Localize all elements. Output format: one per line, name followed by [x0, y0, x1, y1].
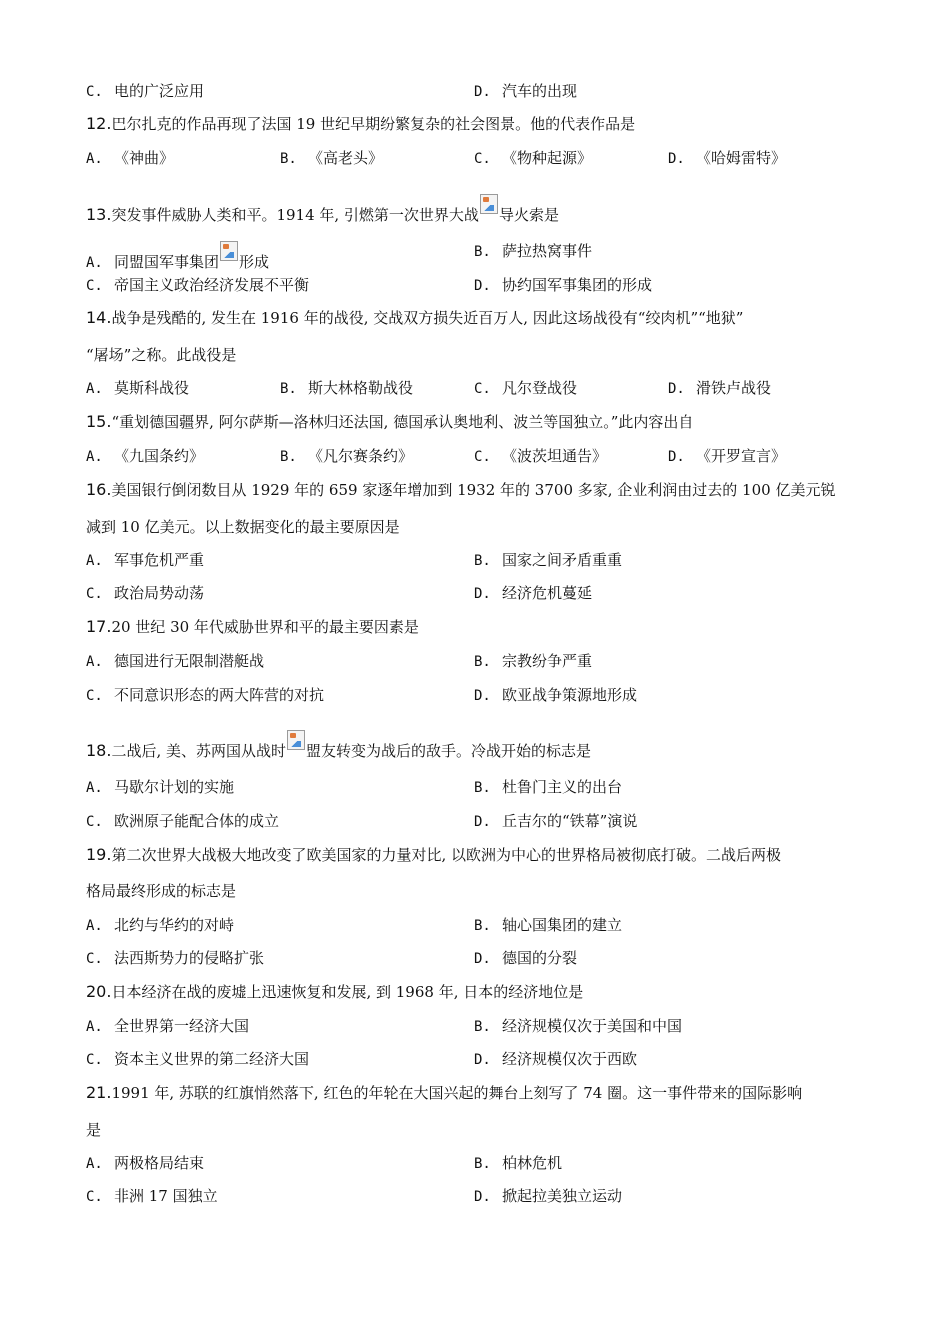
option-text: 萨拉热窝事件 — [502, 242, 593, 260]
q20-option-c[interactable] — [86, 1049, 309, 1070]
q16-option-d[interactable] — [474, 583, 592, 604]
question-17 — [86, 617, 419, 637]
q21-option-c[interactable] — [86, 1186, 218, 1207]
option-prev-d — [474, 81, 577, 102]
option-letter: B. — [474, 654, 491, 670]
q18-option-d[interactable] — [474, 811, 637, 832]
option-letter: A. — [86, 1156, 103, 1172]
option-text: 《哈姆雷特》 — [696, 149, 787, 167]
question-text: 20 世纪 30 年代威胁世界和平的最主要因素是 — [111, 618, 419, 636]
q21-option-b[interactable] — [474, 1153, 562, 1174]
question-19 — [86, 845, 781, 865]
question-text: 美国银行倒闭数目从 1929 年的 659 家逐年增加到 1932 年的 3700 多家, 企业利润由过去的 100 亿美元锐 — [111, 481, 836, 499]
q12-option-d[interactable] — [668, 148, 786, 169]
question-number: 13. — [86, 205, 112, 224]
option-text: 马歇尔计划的实施 — [114, 778, 235, 796]
option-letter: A. — [86, 151, 103, 167]
option-letter: C. — [474, 151, 491, 167]
q17-option-d[interactable] — [474, 685, 637, 706]
q12-option-a[interactable] — [86, 148, 174, 169]
option-letter: C. — [86, 84, 103, 100]
question-text: 战争是残酷的, 发生在 1916 年的战役, 交战双方损失近百万人, 因此这场战役有“绞肉机”“地狱” — [111, 309, 744, 327]
q14-option-a[interactable] — [86, 378, 189, 399]
question-text: 巴尔扎克的作品再现了法国 19 世纪早期纷繁复杂的社会图景。他的代表作品是 — [111, 115, 636, 133]
question-20 — [86, 982, 583, 1002]
q18-option-c[interactable] — [86, 811, 279, 832]
option-text: 掀起拉美独立运动 — [502, 1187, 623, 1205]
option-text: 形成 — [239, 253, 270, 271]
option-text: 丘吉尔的“铁幕”演说 — [502, 812, 638, 830]
option-letter: A. — [86, 780, 103, 796]
q12-option-c[interactable] — [474, 148, 592, 169]
option-text: 欧洲原子能配合体的成立 — [114, 812, 280, 830]
q20-option-b[interactable] — [474, 1016, 682, 1037]
option-letter: C. — [474, 449, 491, 465]
option-text: 经济规模仅次于美国和中国 — [502, 1017, 683, 1035]
question-21-cont — [86, 1120, 101, 1140]
question-12 — [86, 114, 635, 134]
option-letter: B. — [280, 381, 297, 397]
option-text: 德国进行无限制潜艇战 — [114, 652, 265, 670]
option-letter: D. — [474, 1189, 491, 1205]
broken-image-icon — [287, 730, 305, 750]
option-letter: C. — [86, 688, 103, 704]
option-letter: C. — [86, 1189, 103, 1205]
option-letter: D. — [474, 278, 491, 294]
q20-option-d[interactable] — [474, 1049, 637, 1070]
question-number: 19. — [86, 845, 112, 864]
question-16-cont — [86, 517, 400, 537]
question-text: 导火索是 — [498, 206, 559, 224]
q13-option-c[interactable] — [86, 275, 309, 296]
option-text: 不同意识形态的两大阵营的对抗 — [114, 686, 325, 704]
option-text: 协约国军事集团的形成 — [502, 276, 653, 294]
question-text: 1991 年, 苏联的红旗悄然落下, 红色的年轮在大国兴起的舞台上刻写了 74 圈。这一事件带来的国际影响 — [111, 1084, 803, 1102]
option-letter: D. — [474, 84, 491, 100]
option-text: 同盟国军事集团 — [114, 253, 220, 271]
option-text: 国家之间矛盾重重 — [502, 551, 623, 569]
q20-option-a[interactable] — [86, 1016, 249, 1037]
option-text: 杜鲁门主义的出台 — [502, 778, 623, 796]
option-text: 凡尔登战役 — [502, 379, 578, 397]
option-letter: A. — [86, 918, 103, 934]
q16-option-a[interactable] — [86, 550, 204, 571]
option-text: 轴心国集团的建立 — [502, 916, 623, 934]
option-text: 德国的分裂 — [502, 949, 578, 967]
q14-option-b[interactable] — [280, 378, 413, 399]
q17-option-c[interactable] — [86, 685, 324, 706]
q19-option-a[interactable] — [86, 915, 234, 936]
q18-option-b[interactable] — [474, 777, 622, 798]
option-text: 《波茨坦通告》 — [502, 447, 608, 465]
question-text: 二战后, 美、苏两国从战时 — [111, 742, 286, 760]
option-text: 欧亚战争策源地形成 — [502, 686, 638, 704]
question-13 — [86, 194, 559, 225]
option-letter: B. — [474, 780, 491, 796]
option-letter: C. — [86, 814, 103, 830]
question-14-cont — [86, 345, 236, 365]
option-text: 宗教纷争严重 — [502, 652, 593, 670]
option-text: 《凡尔赛条约》 — [308, 447, 414, 465]
option-letter: A. — [86, 255, 103, 271]
question-number: 20. — [86, 982, 112, 1001]
question-number: 12. — [86, 114, 112, 133]
q16-option-c[interactable] — [86, 583, 204, 604]
option-text: 经济危机蔓延 — [502, 584, 593, 602]
option-letter: B. — [280, 449, 297, 465]
option-letter: B. — [474, 244, 491, 260]
question-number: 14. — [86, 308, 112, 327]
option-letter: B. — [474, 1019, 491, 1035]
question-text: “屠场”之称。此战役是 — [86, 346, 237, 364]
question-19-cont — [86, 881, 236, 901]
q21-option-d[interactable] — [474, 1186, 622, 1207]
broken-image-icon — [220, 241, 238, 261]
question-text: 盟友转变为战后的敌手。冷战开始的标志是 — [306, 742, 592, 760]
question-text: 格局最终形成的标志是 — [86, 882, 237, 900]
option-letter: D. — [668, 381, 685, 397]
option-letter: A. — [86, 381, 103, 397]
option-letter: B. — [474, 553, 491, 569]
q13-option-b[interactable] — [474, 241, 592, 262]
option-letter: B. — [474, 918, 491, 934]
option-text: 《高老头》 — [308, 149, 384, 167]
option-text: 非洲 17 国独立 — [114, 1187, 218, 1205]
option-letter: A. — [86, 553, 103, 569]
option-letter: B. — [474, 1156, 491, 1172]
q12-option-b[interactable] — [280, 148, 383, 169]
question-text: 突发事件威胁人类和平。1914 年, 引燃第一次世界大战 — [111, 206, 479, 224]
question-16 — [86, 480, 835, 500]
option-text: 柏林危机 — [502, 1154, 563, 1172]
option-text: 法西斯势力的侵略扩张 — [114, 949, 265, 967]
question-15 — [86, 412, 693, 432]
option-text: 《开罗宣言》 — [696, 447, 787, 465]
q16-option-b[interactable] — [474, 550, 622, 571]
question-number: 16. — [86, 480, 112, 499]
option-text: 帝国主义政治经济发展不平衡 — [114, 276, 310, 294]
q19-option-b[interactable] — [474, 915, 622, 936]
q14-option-c[interactable] — [474, 378, 577, 399]
question-number: 15. — [86, 412, 112, 431]
option-text: 《九国条约》 — [114, 447, 205, 465]
option-letter: D. — [474, 951, 491, 967]
option-text: 两极格局结束 — [114, 1154, 205, 1172]
option-letter: C. — [86, 586, 103, 602]
option-text: 全世界第一经济大国 — [114, 1017, 250, 1035]
option-letter: C. — [86, 1052, 103, 1068]
q17-option-b[interactable] — [474, 651, 592, 672]
option-text: 斯大林格勒战役 — [308, 379, 414, 397]
question-14 — [86, 308, 743, 328]
question-number: 17. — [86, 617, 112, 636]
question-text: 第二次世界大战极大地改变了欧美国家的力量对比, 以欧洲为中心的世界格局被彻底打破。二战后两极 — [111, 846, 781, 864]
option-text: 北约与华约的对峙 — [114, 916, 235, 934]
question-text: “重划德国疆界, 阿尔萨斯—洛林归还法国, 德国承认奥地利、波兰等国独立。”此内容出自 — [111, 413, 694, 431]
q19-option-c[interactable] — [86, 948, 264, 969]
q17-option-a[interactable] — [86, 651, 264, 672]
option-text: 汽车的出现 — [502, 82, 578, 100]
q15-option-b[interactable] — [280, 446, 413, 467]
option-text: 军事危机严重 — [114, 551, 205, 569]
option-letter: C. — [86, 951, 103, 967]
option-letter: D. — [668, 151, 685, 167]
question-text: 是 — [86, 1121, 102, 1139]
option-letter: A. — [86, 654, 103, 670]
option-letter: A. — [86, 1019, 103, 1035]
option-letter: C. — [474, 381, 491, 397]
question-text: 减到 10 亿美元。以上数据变化的最主要原因是 — [86, 518, 400, 536]
q14-option-d[interactable] — [668, 378, 771, 399]
q21-option-a[interactable] — [86, 1153, 204, 1174]
option-text: 滑铁卢战役 — [696, 379, 772, 397]
q19-option-d[interactable] — [474, 948, 577, 969]
option-letter: C. — [86, 278, 103, 294]
option-text: 莫斯科战役 — [114, 379, 190, 397]
q15-option-d[interactable] — [668, 446, 786, 467]
q13-option-d[interactable] — [474, 275, 652, 296]
option-letter: D. — [474, 814, 491, 830]
q15-option-a[interactable] — [86, 446, 204, 467]
question-number: 18. — [86, 741, 112, 760]
option-text: 资本主义世界的第二经济大国 — [114, 1050, 310, 1068]
question-text: 日本经济在战的废墟上迅速恢复和发展, 到 1968 年, 日本的经济地位是 — [111, 983, 584, 1001]
option-text: 电的广泛应用 — [114, 82, 205, 100]
q13-option-a[interactable] — [86, 241, 269, 273]
broken-image-icon — [480, 194, 498, 214]
option-text: 政治局势动荡 — [114, 584, 205, 602]
option-text: 经济规模仅次于西欧 — [502, 1050, 638, 1068]
question-number: 21. — [86, 1083, 112, 1102]
option-letter: D. — [668, 449, 685, 465]
option-text: 《物种起源》 — [502, 149, 593, 167]
option-prev-c — [86, 81, 204, 102]
option-letter: A. — [86, 449, 103, 465]
question-18 — [86, 730, 591, 761]
q18-option-a[interactable] — [86, 777, 234, 798]
option-text: 《神曲》 — [114, 149, 175, 167]
q15-option-c[interactable] — [474, 446, 607, 467]
question-21 — [86, 1083, 802, 1103]
option-letter: D. — [474, 586, 491, 602]
option-letter: D. — [474, 1052, 491, 1068]
option-letter: D. — [474, 688, 491, 704]
option-letter: B. — [280, 151, 297, 167]
